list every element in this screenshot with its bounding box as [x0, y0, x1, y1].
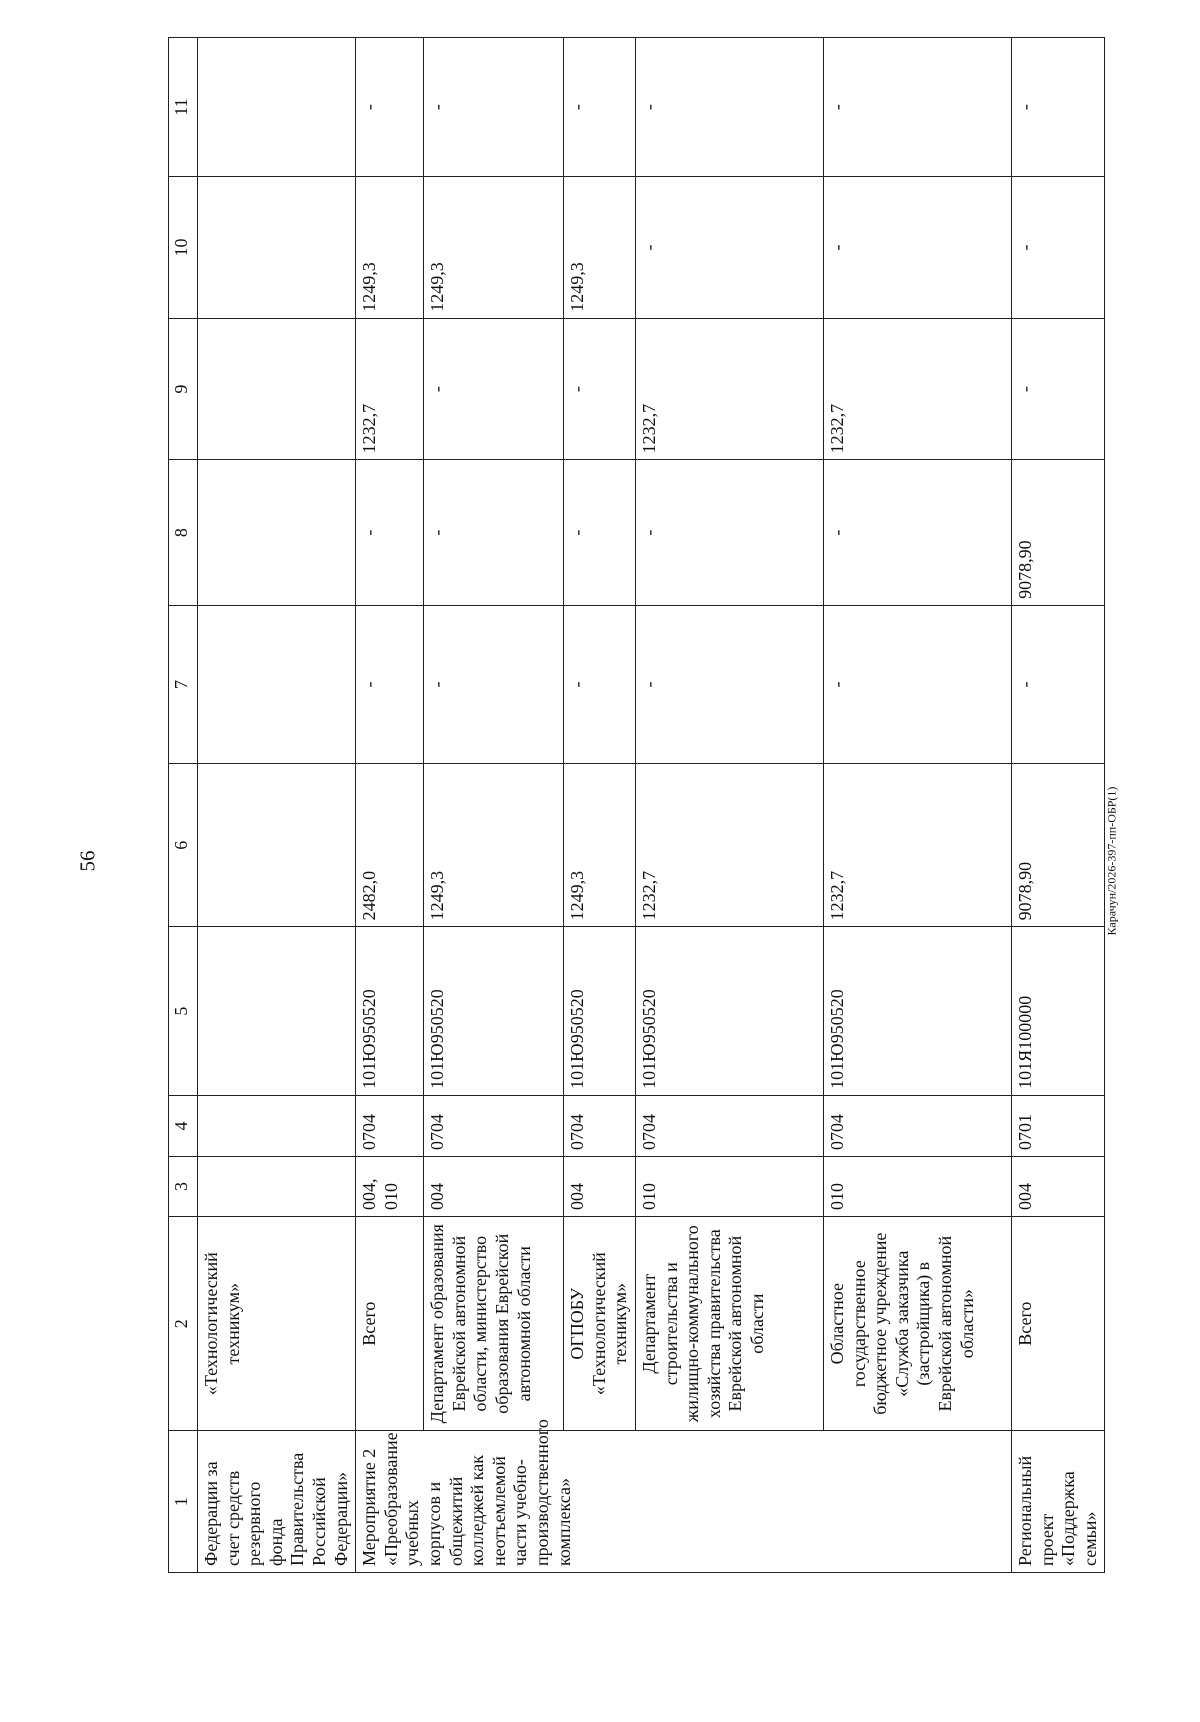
header-cell: 2 — [169, 1217, 198, 1431]
value-cell: - — [564, 318, 636, 460]
header-cell: 9 — [169, 318, 198, 460]
table-row — [564, 38, 636, 1573]
csr-cell: 101Я100000 — [1011, 927, 1104, 1095]
header-cell: 8 — [169, 460, 198, 605]
rzpr-cell: 0704 — [424, 1095, 564, 1156]
executor-cell: ОГПОБУ «Технологический техникум» — [564, 1217, 636, 1431]
grbs-cell: 004, 010 — [356, 1157, 424, 1217]
table-row — [635, 38, 823, 1573]
table-header-row — [169, 38, 198, 1573]
csr-cell: 101Ю950520 — [823, 927, 1011, 1095]
regional-project-title-cell: Региональный проект «Поддержка семьи» — [1011, 1431, 1104, 1573]
csr-cell: 101Ю950520 — [356, 927, 424, 1095]
measure2-title-cell: Мероприятие 2 «Преобразование учебных корпусов и общежитий колледжей как неотъемлемой части учебно-производственного комплекса» — [356, 1431, 1012, 1573]
header-cell: 10 — [169, 177, 198, 319]
value-cell: - — [823, 605, 1011, 763]
value-cell: - — [1011, 177, 1104, 319]
value-cell: 1232,7 — [356, 318, 424, 460]
rzpr-cell: 0704 — [635, 1095, 823, 1156]
value-cell: - — [564, 605, 636, 763]
value-cell: - — [424, 318, 564, 460]
value-cell: 1249,3 — [356, 177, 424, 319]
value-cell: 1232,7 — [635, 318, 823, 460]
value-cell: - — [1011, 605, 1104, 763]
executor-cell: Департамент образования Еврейской автономной области, министерство образования Еврейской автономной области — [424, 1217, 564, 1431]
value-cell: - — [424, 460, 564, 605]
value-cell: 1232,7 — [635, 764, 823, 927]
table-row — [1011, 38, 1104, 1573]
value-cell: 1232,7 — [823, 318, 1011, 460]
executor-cell: Всего — [1011, 1217, 1104, 1431]
value-cell: - — [823, 177, 1011, 319]
csr-cell: 101Ю950520 — [424, 927, 564, 1095]
executor-cell: Областное государственное бюджетное учреждение «Служба заказчика (застройщика) в Еврейской автономной области» — [823, 1217, 1011, 1431]
value-cell: 2482,0 — [356, 764, 424, 927]
document-code: Карачун/2026-397-пп-ОБР(1) — [1104, 786, 1119, 936]
executor-cell: Всего — [356, 1217, 424, 1431]
value-cell: - — [1011, 318, 1104, 460]
value-cell: - — [356, 38, 424, 177]
page-number: 56 — [75, 850, 100, 872]
rotated-table-container — [168, 37, 1100, 1573]
csr-cell: 101Ю950520 — [564, 927, 636, 1095]
budget-table — [168, 37, 1105, 1573]
table-row — [198, 38, 356, 1573]
header-cell: 11 — [169, 38, 198, 177]
header-cell: 4 — [169, 1095, 198, 1156]
grbs-cell: 004 — [564, 1157, 636, 1217]
value-cell: 9078,90 — [1011, 764, 1104, 927]
value-cell: - — [424, 605, 564, 763]
value-cell: - — [635, 460, 823, 605]
header-cell: 7 — [169, 605, 198, 763]
grbs-cell: 004 — [1011, 1157, 1104, 1217]
table-row — [823, 38, 1011, 1573]
value-cell: - — [564, 460, 636, 605]
csr-cell: 101Ю950520 — [635, 927, 823, 1095]
value-cell: - — [564, 38, 636, 177]
value-cell: - — [356, 460, 424, 605]
executor-cell: Департамент строительства и жилищно-коммунального хозяйства правительства Еврейской автономной области — [635, 1217, 823, 1431]
value-cell: 1249,3 — [564, 764, 636, 927]
value-cell: - — [635, 605, 823, 763]
value-cell: - — [424, 38, 564, 177]
value-cell: - — [1011, 38, 1104, 177]
header-cell: 6 — [169, 764, 198, 927]
table-row — [424, 38, 564, 1573]
value-cell: 1249,3 — [424, 764, 564, 927]
value-cell: - — [823, 460, 1011, 605]
value-cell: - — [635, 177, 823, 319]
rzpr-cell: 0704 — [356, 1095, 424, 1156]
value-cell: 1249,3 — [564, 177, 636, 319]
header-cell: 3 — [169, 1157, 198, 1217]
rzpr-cell: 0701 — [1011, 1095, 1104, 1156]
grbs-cell: 010 — [823, 1157, 1011, 1217]
value-cell: - — [635, 38, 823, 177]
grbs-cell: 010 — [635, 1157, 823, 1217]
fragment-executor-cell: «Технологический техникум» — [198, 1217, 356, 1431]
value-cell: 9078,90 — [1011, 460, 1104, 605]
value-cell: 1232,7 — [823, 764, 1011, 927]
fragment-title-cell: Федерации за счет средств резервного фонда Правительства Российской Федерации» — [198, 1431, 356, 1573]
header-cell: 1 — [169, 1431, 198, 1573]
grbs-cell: 004 — [424, 1157, 564, 1217]
rzpr-cell: 0704 — [564, 1095, 636, 1156]
table-row — [356, 38, 424, 1573]
value-cell: 1249,3 — [424, 177, 564, 319]
rzpr-cell: 0704 — [823, 1095, 1011, 1156]
value-cell: - — [356, 605, 424, 763]
header-cell: 5 — [169, 927, 198, 1095]
value-cell: - — [823, 38, 1011, 177]
